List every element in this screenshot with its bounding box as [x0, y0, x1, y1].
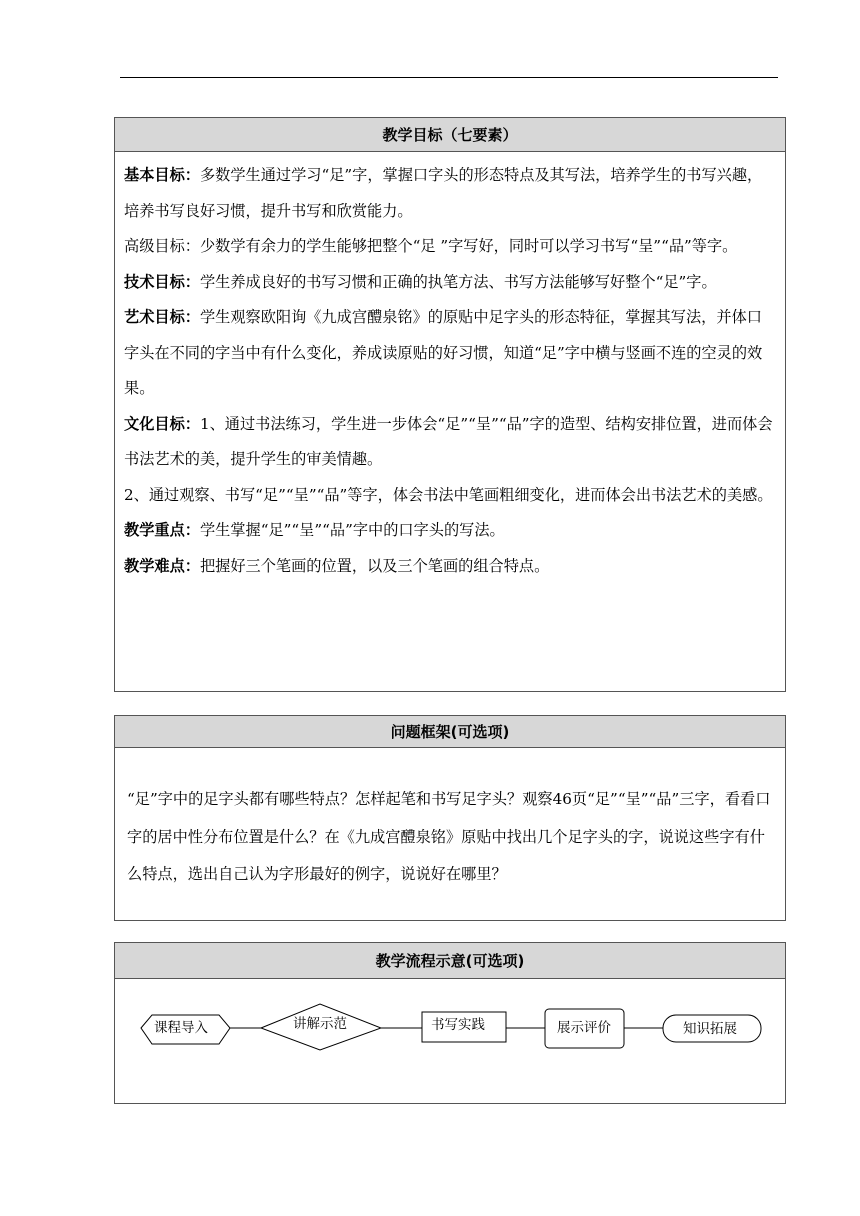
flow-step-label: 书写实践 — [431, 1017, 485, 1033]
objective-text: 学生观察欧阳询《九成宫醴泉铭》的原贴中足字头的形态特征，掌握其写法，并体口字头在不同的字当中有什么变化，养成读原贴的好习惯，知道“足”字中横与竖画不连的空灵的效果。 — [124, 308, 763, 397]
header-rule — [120, 77, 778, 78]
flow-step-label: 课程导入 — [154, 1020, 208, 1036]
objective-text: 2、通过观察、书写“足”“呈”“品”等字，体会书法中笔画粗细变化，进而体会出书法艺术的美感。 — [124, 485, 773, 504]
questions-text: “足”字中的足字头都有哪些特点？怎样起笔和书写足字头？观察46页“足”“呈”“品”三字，看看口字的居中性分布位置是什么？在《九成宫醴泉铭》原贴中找出几个足字头的字，说说这些字有什么特点，选出自己认为字形最好的例字，说说好在哪里？ — [127, 790, 771, 883]
objective-label: 文化目标： — [124, 414, 200, 433]
objectives-section — [114, 117, 786, 692]
objective-paragraph — [124, 265, 777, 301]
objective-paragraph — [124, 158, 777, 229]
objective-paragraph — [124, 407, 777, 478]
flow-step-label: 知识拓展 — [683, 1021, 737, 1037]
questions-body — [115, 748, 785, 894]
objective-text: 把握好三个笔画的位置，以及三个笔画的组合特点。 — [199, 556, 550, 575]
objective-text: 学生养成良好的书写习惯和正确的执笔方法、书写方法能够写好整个“足”字。 — [199, 272, 717, 291]
objective-text: 学生掌握“足”“呈”“品”字中的口字头的写法。 — [199, 521, 505, 539]
questions-section — [114, 715, 786, 921]
flow-section — [114, 942, 786, 1104]
objective-text: 高级目标：少数学有余力的学生能够把整个“足 ”字写好，同时可以学习书写“呈”“品”等字。 — [124, 237, 738, 255]
questions-title: 问题框架(可选项) — [115, 716, 785, 748]
flow-title: 教学流程示意(可选项) — [115, 943, 785, 979]
objective-label: 技术目标： — [124, 272, 200, 291]
objective-paragraph — [124, 549, 777, 585]
flow-diagram — [115, 979, 785, 1103]
objective-paragraph — [124, 513, 777, 549]
objective-text: 多数学生通过学习“足”字，掌握口字头的形态特点及其写法，培养学生的书写兴趣，培养书写良好习惯，提升书写和欣赏能力。 — [124, 166, 763, 220]
objective-label: 基本目标： — [124, 166, 200, 184]
flow-step-label: 展示评价 — [557, 1020, 611, 1036]
objective-paragraph — [124, 229, 777, 265]
objective-label: 教学重点： — [124, 521, 200, 539]
objective-text: 1、通过书法练习，学生进一步体会“足”“呈”“品”字的造型、结构安排位置，进而体会书法艺术的美，提升学生的审美情趣。 — [124, 414, 773, 468]
flow-diagram-shapes — [115, 979, 785, 1103]
objectives-title: 教学目标（七要素） — [115, 118, 785, 152]
objective-label: 教学难点： — [124, 556, 200, 575]
objective-paragraph — [124, 478, 777, 514]
objective-label: 艺术目标： — [124, 308, 200, 326]
flow-step-label: 讲解示范 — [293, 1016, 347, 1032]
objectives-body — [115, 152, 785, 584]
objective-paragraph — [124, 300, 777, 407]
